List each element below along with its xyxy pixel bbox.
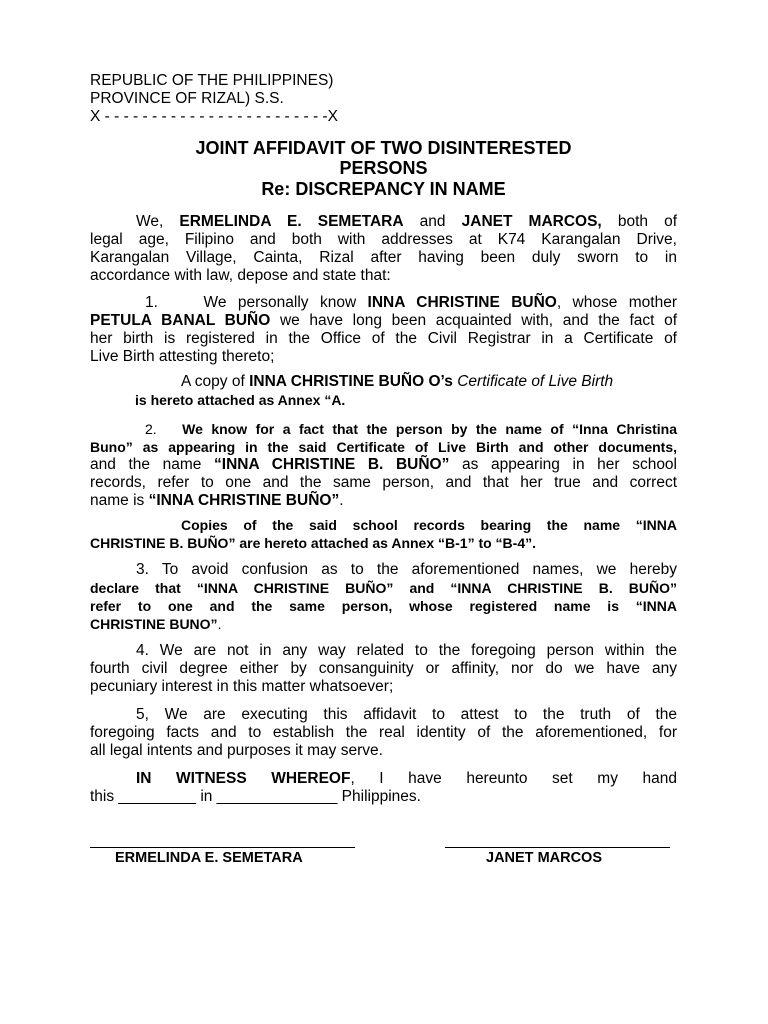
- p2-copies-line1: Copies of the said school records bearing the name “INNA: [181, 517, 677, 533]
- p4-line2: fourth civil degree either by consanguinity or affinity, nor do we have any: [90, 660, 677, 677]
- p4-line3: pecuniary interest in this matter whatsoever;: [90, 678, 394, 695]
- document-title-subject: Re: DISCREPANCY IN NAME: [261, 179, 506, 199]
- document-title-line2: PERSONS: [339, 158, 428, 178]
- p2-line3: and the name “INNA CHRISTINE B. BUÑO” as appearing in her school: [90, 456, 677, 473]
- p2-line4: records, refer to one and the same person, and that her true and correct: [90, 474, 677, 491]
- p5-line2: foregoing facts and to establish the real identity of the aforementioned, for: [90, 724, 677, 741]
- p1-annex-line2: is hereto attached as Annex “A.: [135, 392, 346, 408]
- p5-line3: all legal intents and purposes it may serve.: [90, 742, 383, 759]
- witness-line2: this _________ in ______________ Philippines.: [90, 788, 421, 805]
- signatory-name-right: JANET MARCOS: [486, 850, 603, 866]
- p1-line2: PETULA BANAL BUÑO we have long been acquainted with, and the fact of: [90, 312, 678, 329]
- p1-line1: 1. We personally know INNA CHRISTINE BUÑO, whose mother: [145, 294, 677, 311]
- header-separator: X - - - - - - - - - - - - - - - - - - - - - - - -X: [90, 108, 338, 125]
- p2-line1: 2. We know for a fact that the person by the name of “Inna Christina: [145, 421, 678, 437]
- p1-line3: her birth is registered in the Office of the Civil Registrar in a Certificate of: [90, 330, 677, 347]
- document-title-line1: JOINT AFFIDAVIT OF TWO DISINTERESTED: [195, 138, 572, 158]
- p2-line2: Buno” as appearing in the said Certificate of Live Birth and other documents,: [90, 439, 677, 455]
- p2-line5: name is “INNA CHRISTINE BUÑO”.: [90, 492, 344, 509]
- witness-line1: IN WITNESS WHEREOF, I have hereunto set my hand: [136, 770, 677, 787]
- intro-line4: accordance with law, depose and state that:: [90, 267, 391, 284]
- p3-line2: declare that “INNA CHRISTINE BUÑO” and “INNA CHRISTINE B. BUÑO”: [90, 580, 678, 596]
- p3-line4: CHRISTINE BUNO”.: [90, 616, 222, 632]
- signature-line-left: [90, 847, 355, 848]
- header-republic: REPUBLIC OF THE PHILIPPINES): [90, 72, 334, 89]
- p2-copies-line2: CHRISTINE B. BUÑO” are hereto attached as Annex “B-1” to “B-4”.: [90, 535, 537, 551]
- p4-line1: 4. We are not in any way related to the foregoing person within the: [136, 642, 677, 659]
- intro-line3: Karangalan Village, Cainta, Rizal after having been duly sworn to in: [90, 249, 677, 266]
- p1-annex-line1: A copy of INNA CHRISTINE BUÑO O’s Certificate of Live Birth: [181, 373, 614, 390]
- p5-line1: 5, We are executing this affidavit to attest to the truth of the: [136, 706, 677, 723]
- intro-line2: legal age, Filipino and both with addresses at K74 Karangalan Drive,: [90, 231, 677, 248]
- p3-line1: 3. To avoid confusion as to the aforementioned names, we hereby: [136, 561, 677, 578]
- intro-line1: We, ERMELINDA E. SEMETARA and JANET MARCOS, both of: [136, 213, 678, 230]
- signature-line-right: [445, 847, 670, 848]
- p3-line3: refer to one and the same person, whose registered name is “INNA: [90, 598, 677, 614]
- p1-line4: Live Birth attesting thereto;: [90, 348, 275, 365]
- header-province: PROVINCE OF RIZAL) S.S.: [90, 90, 284, 107]
- signatory-name-left: ERMELINDA E. SEMETARA: [115, 850, 303, 866]
